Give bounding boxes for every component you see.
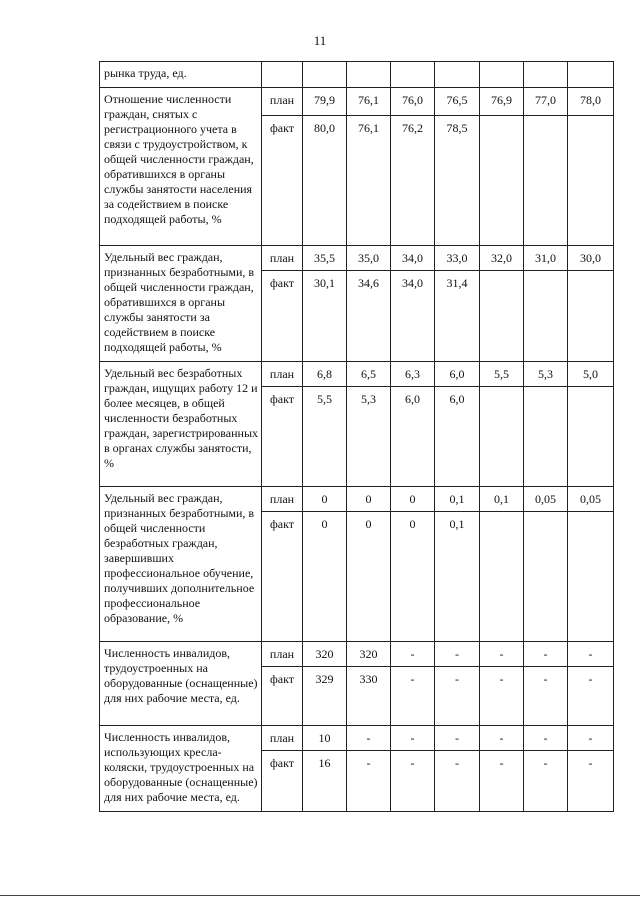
indicator-plan-row <box>100 487 614 512</box>
fact-value: 31,4 <box>435 271 480 362</box>
plan-value: 6,0 <box>435 362 480 387</box>
plan-value: 76,0 <box>391 88 435 116</box>
plan-value: - <box>480 642 524 667</box>
plan-value: 35,0 <box>347 246 391 271</box>
fact-value: 76,1 <box>347 116 391 246</box>
fact-value <box>524 387 568 487</box>
plan-value: 32,0 <box>480 246 524 271</box>
plan-value: - <box>568 726 614 751</box>
indicator-plan-row <box>100 88 614 116</box>
fact-value: - <box>347 751 391 812</box>
plan-label: план <box>262 642 303 667</box>
indicators-table <box>99 61 614 812</box>
plan-value: 77,0 <box>524 88 568 116</box>
value-cell <box>303 62 347 88</box>
plan-label: план <box>262 726 303 751</box>
plan-value: 34,0 <box>391 246 435 271</box>
fact-label: факт <box>262 271 303 362</box>
plan-value: 0,05 <box>524 487 568 512</box>
value-cell <box>435 62 480 88</box>
plan-value: 79,9 <box>303 88 347 116</box>
fact-value: 0 <box>347 512 391 642</box>
plan-value: 320 <box>303 642 347 667</box>
value-cell <box>391 62 435 88</box>
fact-value: - <box>391 667 435 726</box>
indicator-name: Численность инвалидов, использующих кресла-коляски, трудоустроенных на оборудованные (оснащенные) для них рабочие места, ед. <box>100 726 262 812</box>
plan-value: 6,3 <box>391 362 435 387</box>
indicator-plan-row <box>100 362 614 387</box>
plan-label: план <box>262 246 303 271</box>
plan-label: план <box>262 362 303 387</box>
indicator-name: Численность инвалидов, трудоустроенных на оборудованные (оснащенные) для них рабочие места, ед. <box>100 642 262 726</box>
value-cell <box>480 62 524 88</box>
plan-value: 0,05 <box>568 487 614 512</box>
plan-value: - <box>347 726 391 751</box>
fact-value: - <box>480 667 524 726</box>
fact-value: - <box>480 751 524 812</box>
type-cell <box>262 62 303 88</box>
indicator-name: рынка труда, ед. <box>100 62 262 88</box>
fact-value <box>524 271 568 362</box>
plan-value: 78,0 <box>568 88 614 116</box>
indicator-name: Удельный вес безработных граждан, ищущих работу 12 и более месяцев, в общей численности безработных граждан, зарегистрированных в органах службы занятости, % <box>100 362 262 487</box>
fact-value <box>480 387 524 487</box>
fact-value <box>568 512 614 642</box>
plan-value: 10 <box>303 726 347 751</box>
plan-value: 5,0 <box>568 362 614 387</box>
page-bottom-rule <box>0 895 640 896</box>
plan-value: - <box>435 642 480 667</box>
plan-value: 0,1 <box>435 487 480 512</box>
fact-value: 5,3 <box>347 387 391 487</box>
fact-value: - <box>568 751 614 812</box>
table-body <box>100 62 614 812</box>
plan-label: план <box>262 88 303 116</box>
table-row-continuation <box>100 62 614 88</box>
fact-value: - <box>435 667 480 726</box>
plan-value: 0,1 <box>480 487 524 512</box>
plan-value: 5,3 <box>524 362 568 387</box>
fact-label: факт <box>262 512 303 642</box>
fact-value <box>568 387 614 487</box>
plan-value: - <box>391 726 435 751</box>
fact-value: 330 <box>347 667 391 726</box>
fact-value: - <box>524 667 568 726</box>
fact-value <box>568 116 614 246</box>
plan-value: 0 <box>303 487 347 512</box>
fact-value: 329 <box>303 667 347 726</box>
plan-value: 0 <box>347 487 391 512</box>
plan-value: - <box>435 726 480 751</box>
value-cell <box>568 62 614 88</box>
indicator-name: Удельный вес граждан, признанных безработными, в общей численности безработных граждан, завершивших профессиональное обучение, получивших дополнительное профессиональное образование, % <box>100 487 262 642</box>
fact-value: 0 <box>303 512 347 642</box>
fact-value: 16 <box>303 751 347 812</box>
fact-value <box>524 512 568 642</box>
page-number: 11 <box>313 33 327 48</box>
value-cell <box>347 62 391 88</box>
fact-value <box>524 116 568 246</box>
plan-value: - <box>524 726 568 751</box>
plan-value: 76,1 <box>347 88 391 116</box>
fact-label: факт <box>262 751 303 812</box>
fact-value: 78,5 <box>435 116 480 246</box>
fact-value: 6,0 <box>391 387 435 487</box>
fact-label: факт <box>262 387 303 487</box>
value-cell <box>524 62 568 88</box>
fact-value: - <box>568 667 614 726</box>
fact-value <box>480 512 524 642</box>
fact-value: 5,5 <box>303 387 347 487</box>
fact-value: 6,0 <box>435 387 480 487</box>
plan-value: 33,0 <box>435 246 480 271</box>
fact-value: - <box>391 751 435 812</box>
fact-value: 80,0 <box>303 116 347 246</box>
fact-value: - <box>435 751 480 812</box>
fact-value: 34,6 <box>347 271 391 362</box>
plan-value: 30,0 <box>568 246 614 271</box>
plan-value: 35,5 <box>303 246 347 271</box>
fact-label: факт <box>262 116 303 246</box>
fact-value <box>480 271 524 362</box>
plan-value: 6,8 <box>303 362 347 387</box>
plan-value: 76,5 <box>435 88 480 116</box>
indicator-name: Удельный вес граждан, признанных безработными, в общей численности граждан, обратившихся в органы службы занятости за содействием в поиске подходящей работы, % <box>100 246 262 362</box>
fact-label: факт <box>262 667 303 726</box>
fact-value: 76,2 <box>391 116 435 246</box>
fact-value <box>568 271 614 362</box>
plan-value: 31,0 <box>524 246 568 271</box>
plan-value: 0 <box>391 487 435 512</box>
indicator-plan-row <box>100 726 614 751</box>
plan-value: - <box>391 642 435 667</box>
plan-value: 6,5 <box>347 362 391 387</box>
fact-value: 34,0 <box>391 271 435 362</box>
fact-value <box>480 116 524 246</box>
plan-value: 76,9 <box>480 88 524 116</box>
plan-value: - <box>568 642 614 667</box>
plan-value: - <box>480 726 524 751</box>
plan-value: - <box>524 642 568 667</box>
fact-value: - <box>524 751 568 812</box>
plan-value: 320 <box>347 642 391 667</box>
indicator-name: Отношение численности граждан, снятых с регистрационного учета в связи с трудоустройством, к общей численности граждан, обратившихся в органы службы занятости населения за содействием в поиске подходящей работы, % <box>100 88 262 246</box>
fact-value: 30,1 <box>303 271 347 362</box>
fact-value: 0,1 <box>435 512 480 642</box>
indicator-plan-row <box>100 642 614 667</box>
fact-value: 0 <box>391 512 435 642</box>
plan-label: план <box>262 487 303 512</box>
plan-value: 5,5 <box>480 362 524 387</box>
indicator-plan-row <box>100 246 614 271</box>
